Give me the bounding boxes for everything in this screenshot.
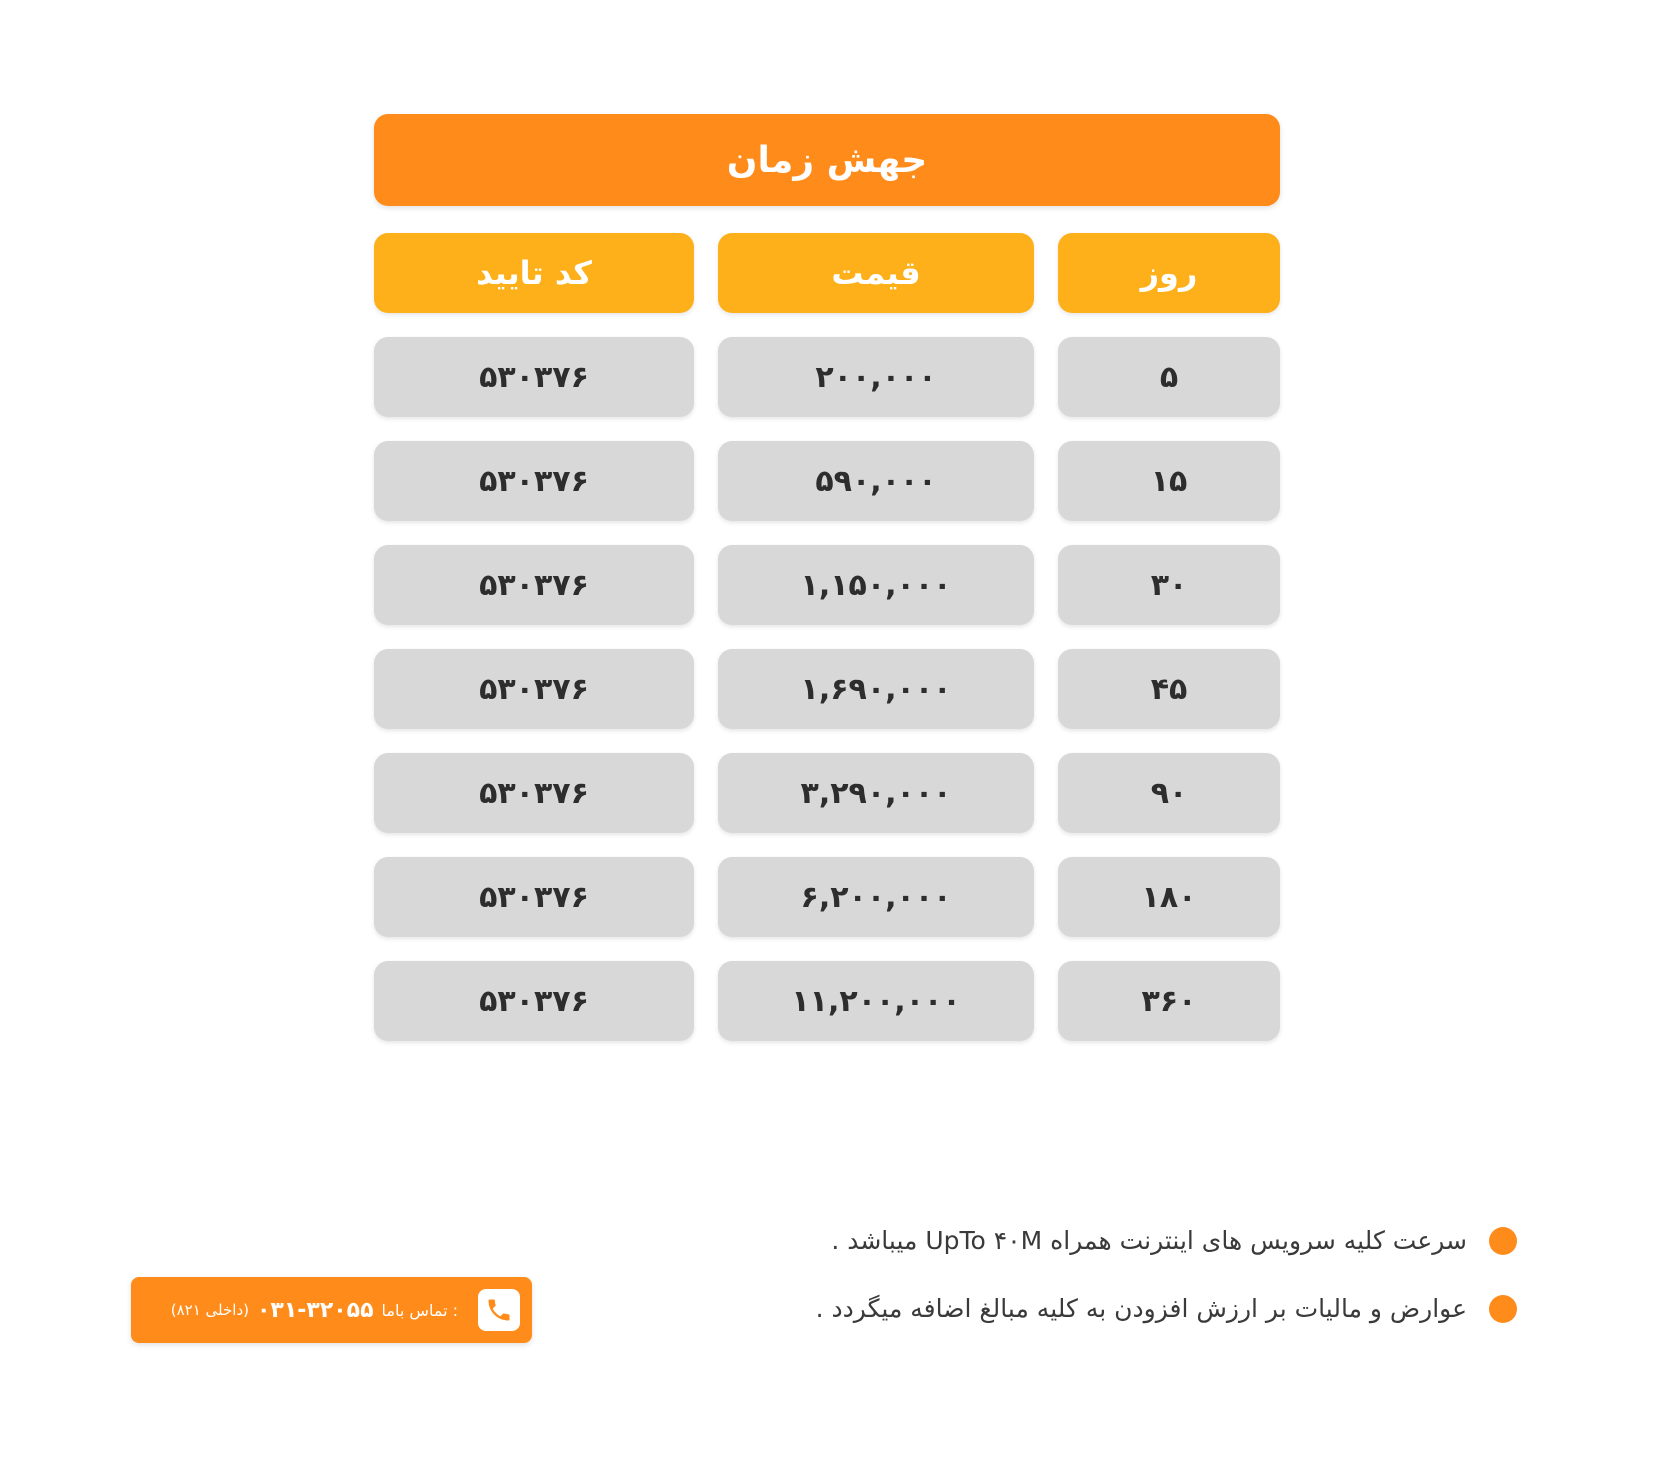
price-cell: ۶,۲۰۰,۰۰۰ [718, 857, 1034, 937]
table-title: جهش زمان [374, 114, 1280, 206]
day-cell: ۵ [1058, 337, 1280, 417]
code-cell: ۵۳۰۳۷۶ [374, 441, 694, 521]
price-cell: ۱,۱۵۰,۰۰۰ [718, 545, 1034, 625]
header-price: قیمت [718, 233, 1034, 313]
code-cell: ۵۳۰۳۷۶ [374, 961, 694, 1041]
note-text: عوارض و مالیات بر ارزش افزودن به کلیه مبالغ اضافه میگردد . [815, 1294, 1467, 1323]
header-day: روز [1058, 233, 1280, 313]
note-text: سرعت کلیه سرویس های اینترنت همراه UpTo ۴۰M میباشد . [831, 1226, 1467, 1255]
header-code: کد تایید [374, 233, 694, 313]
day-cell: ۱۵ [1058, 441, 1280, 521]
code-cell: ۵۳۰۳۷۶ [374, 857, 694, 937]
code-cell: ۵۳۰۳۷۶ [374, 753, 694, 833]
code-cell: ۵۳۰۳۷۶ [374, 337, 694, 417]
day-cell: ۴۵ [1058, 649, 1280, 729]
contact-label: تماس باما : [381, 1300, 458, 1320]
price-cell: ۳,۲۹۰,۰۰۰ [718, 753, 1034, 833]
note-speed [831, 1226, 1517, 1255]
contact-box[interactable] [131, 1277, 532, 1343]
bullet-dot-icon [1489, 1295, 1517, 1323]
price-cell: ۲۰۰,۰۰۰ [718, 337, 1034, 417]
contact-phone-number[interactable]: ۰۳۱-۳۲۰۵۵ [256, 1297, 374, 1323]
code-cell: ۵۳۰۳۷۶ [374, 545, 694, 625]
day-cell: ۳۰ [1058, 545, 1280, 625]
bullet-dot-icon [1489, 1227, 1517, 1255]
contact-extension: (داخلی ۸۲۱) [170, 1301, 249, 1319]
note-tax [816, 1294, 1517, 1323]
price-cell: ۱,۶۹۰,۰۰۰ [718, 649, 1034, 729]
day-cell: ۹۰ [1058, 753, 1280, 833]
phone-icon [478, 1289, 520, 1331]
price-cell: ۵۹۰,۰۰۰ [718, 441, 1034, 521]
price-cell: ۱۱,۲۰۰,۰۰۰ [718, 961, 1034, 1041]
day-cell: ۱۸۰ [1058, 857, 1280, 937]
code-cell: ۵۳۰۳۷۶ [374, 649, 694, 729]
day-cell: ۳۶۰ [1058, 961, 1280, 1041]
